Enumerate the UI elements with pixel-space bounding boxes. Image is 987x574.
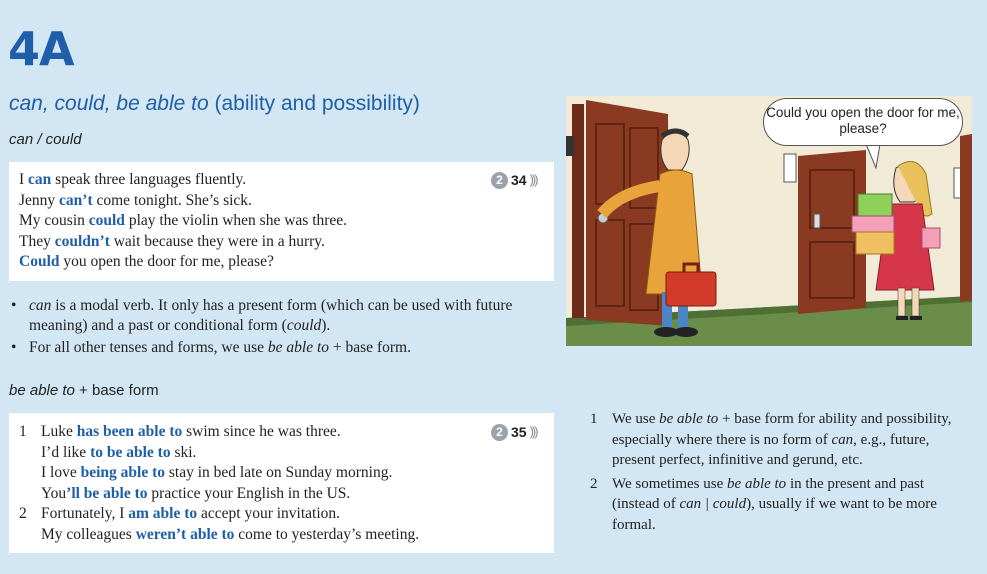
examples-box-be-able-to — [9, 413, 554, 553]
cartoon-illustration — [566, 96, 972, 346]
rule-item: 1 We use be able to + base form for ability and possibility, especially where there is no form of can, e.g., future, present perfect, infinitive and gerund, etc. — [590, 411, 952, 468]
track-number: 35 — [511, 424, 527, 440]
sound-waves-icon: ))) — [529, 424, 537, 439]
example-sentence: 2 Fortunately, I am able to accept your invitation. — [19, 505, 341, 522]
speech-bubble: Could you open the door for me, please? — [763, 98, 963, 146]
example-sentence: I can speak three languages fluently. — [19, 171, 247, 188]
sound-waves-icon: ))) — [529, 172, 537, 187]
cd-disc-icon: 2 — [491, 424, 508, 441]
example-sentence: You’ll be able to practice your English in the US. — [41, 484, 351, 502]
title-suffix: (ability and possibility) — [208, 92, 420, 115]
example-sentence: Jenny can’t come tonight. She’s sick. — [19, 191, 252, 209]
section-heading-be-able-to: be able to + base form — [9, 382, 159, 399]
cd-disc-icon: 2 — [491, 172, 508, 189]
unit-number: 4A — [8, 22, 74, 76]
example-sentence: Could you open the door for me, please? — [19, 253, 274, 270]
example-sentence: I love being able to stay in bed late on Sunday morning. — [41, 464, 393, 481]
rule-item: 2 We sometimes use be able to in the present and past (instead of can | could), usually if we want to be more formal. — [590, 475, 937, 533]
door-far-right — [960, 134, 972, 302]
box-pink — [852, 216, 894, 232]
door-handle — [814, 214, 820, 228]
example-sentence: My cousin could play the violin when she was three. — [19, 212, 348, 229]
lesson-title — [9, 92, 420, 116]
briefcase — [666, 272, 716, 306]
grammar-rules-be-able-to — [590, 409, 970, 535]
speech-bubble-tail — [866, 144, 880, 168]
doorbell-plate — [784, 154, 796, 182]
audio-track-34[interactable] — [491, 170, 537, 191]
example-sentence: My colleagues weren’t able to come to yesterday’s meeting. — [41, 525, 420, 543]
light-switch — [566, 136, 574, 156]
grammar-notes-can-could — [9, 296, 549, 358]
handbag — [922, 228, 940, 248]
title-main: can, could, be able to — [9, 92, 209, 115]
examples-box-can-could — [9, 162, 554, 281]
woman-leg — [898, 288, 905, 316]
example-sentence: They couldn’t wait because they were in a hurry. — [19, 232, 325, 250]
bullet-note: • can is a modal verb. It only has a present form (which can be used with future meaning) and a past or conditional form (could). — [11, 297, 513, 334]
bullet-note: • For all other tenses and forms, we use be able to + base form. — [11, 339, 411, 356]
track-number: 34 — [511, 172, 527, 188]
section-heading-can-could: can / could — [9, 131, 82, 148]
box-yellow — [856, 232, 894, 254]
woman-leg — [912, 288, 919, 316]
example-sentence: 1 Luke has been able to swim since he was three. — [19, 423, 341, 440]
man-shoe — [674, 327, 698, 337]
example-sentence: I’d like to be able to ski. — [41, 443, 197, 461]
box-green — [858, 194, 892, 216]
